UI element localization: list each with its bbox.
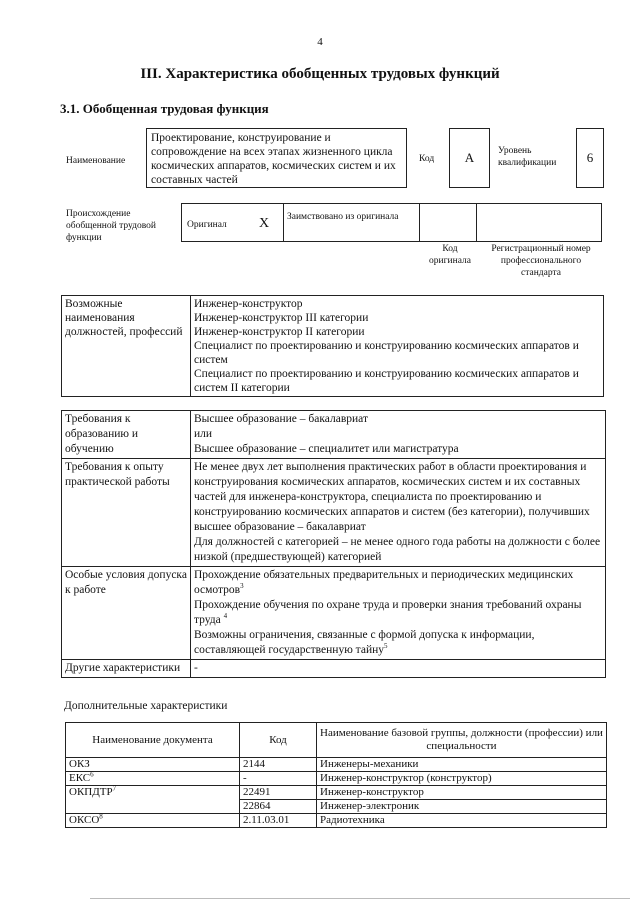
additional-table — [65, 722, 607, 828]
positions-table — [61, 295, 604, 397]
special-condition-line: Прохождение обучения по охране труда и проверки знания требований охраны труда $^4$ — [194, 599, 582, 626]
table-row — [66, 786, 607, 800]
subsection-title: 3.1. Обобщенная трудовая функция — [60, 101, 269, 116]
table-row — [66, 772, 607, 786]
code-value: А — [449, 128, 490, 188]
education-label: Требования к образованию и обучению — [62, 411, 191, 459]
positions-list — [191, 296, 604, 397]
page-number: 4 — [317, 36, 323, 48]
code-cell: 22491 — [240, 786, 317, 800]
original-label: Оригинал — [187, 220, 227, 230]
footnote-mark: 4 — [223, 612, 228, 621]
position-item: Инженер-конструктор II категории — [194, 326, 365, 338]
table-row — [66, 758, 607, 772]
name-cell: Инженер-конструктор (конструктор) — [317, 772, 607, 786]
name-label: Наименование — [66, 156, 126, 166]
name-cell: Инженер-конструктор — [317, 786, 607, 800]
code-original-caption: Код оригинала — [429, 244, 471, 266]
special-conditions-label: Особые условия допуска к работе — [62, 567, 191, 660]
education-line: Высшее образование – специалитет или магистратура — [194, 443, 459, 455]
level-value: 6 — [576, 128, 604, 188]
code-label: Код — [419, 154, 435, 164]
requirements-table — [61, 410, 606, 678]
name-cell: Радиотехника — [317, 814, 607, 828]
special-condition-line: Возможны ограничения, связанные с формой допуска к информации, составляющей государственную тайну$^5$ — [194, 629, 535, 656]
other-label: Другие характеристики — [62, 660, 191, 678]
level-label: Уровень квалификации — [498, 146, 557, 168]
education-value — [191, 411, 606, 459]
special-condition-line: Прохождение обязательных предварительных и периодических медицинских осмотров$^3$ — [194, 569, 574, 596]
doc-cell: ОКСО$^8$ — [66, 814, 240, 828]
col-doc-header: Наименование документа — [66, 723, 240, 758]
col-code-header: Код — [240, 723, 317, 758]
position-item: Инженер-конструктор — [194, 298, 303, 310]
position-item: Специалист по проектированию и конструированию космических аппаратов и систем — [194, 340, 579, 366]
original-mark: X — [259, 216, 270, 231]
position-item: Специалист по проектированию и конструированию космических аппаратов и систем II категории — [194, 368, 579, 394]
code-cell: 2144 — [240, 758, 317, 772]
name-value: Проектирование, конструирование и сопровождение на всех этапах жизненного цикла космических аппаратов, космических систем и их составных частей — [146, 128, 407, 188]
education-line: или — [194, 428, 213, 440]
scan-edge-line — [90, 898, 630, 899]
footnote-mark: 5 — [384, 642, 388, 651]
table-row — [66, 814, 607, 828]
doc-cell: ОКЗ — [66, 758, 240, 772]
origin-label: Происхождение обобщенной трудовой функции — [66, 209, 156, 243]
section-title: III. Характеристика обобщенных трудовых функций — [140, 66, 500, 82]
education-line: Высшее образование – бакалавриат — [194, 413, 368, 425]
name-cell: Инженер-электроник — [317, 800, 607, 814]
footnote-mark: 3 — [240, 582, 244, 591]
code-cell: 22864 — [240, 800, 317, 814]
col-name-header: Наименование базовой группы, должности (профессии) или специальности — [317, 723, 607, 758]
experience-value — [191, 459, 606, 567]
experience-line: Для должностей с категорией – не менее одного года работы на должности с более низкой (предшествующей) категорией — [194, 536, 601, 563]
position-item: Инженер-конструктор III категории — [194, 312, 369, 324]
positions-label: Возможные наименования должностей, профессий — [62, 296, 191, 397]
name-cell: Инженеры-механики — [317, 758, 607, 772]
doc-cell: ЕКС$^6$ — [66, 772, 240, 786]
code-cell: - — [240, 772, 317, 786]
additional-title: Дополнительные характеристики — [64, 700, 228, 712]
reg-number-caption: Регистрационный номер профессионального стандарта — [491, 244, 591, 278]
special-conditions-value — [191, 567, 606, 660]
doc-cell: ОКПДТР$^7$ — [66, 786, 240, 814]
other-value: - — [191, 660, 606, 678]
experience-line: Не менее двух лет выполнения практических работ в области проектирования и конструирования космических аппаратов, космических систем и их составных частей для инженера-конструктора, специалиста по проектированию и конструированию космических аппаратов и систем (без категории), получивших высшее образование – бакалавриат — [194, 461, 590, 533]
borrowed-label: Заимствовано из оригинала — [287, 212, 399, 222]
code-cell: 2.11.03.01 — [240, 814, 317, 828]
experience-label: Требования к опыту практической работы — [62, 459, 191, 567]
